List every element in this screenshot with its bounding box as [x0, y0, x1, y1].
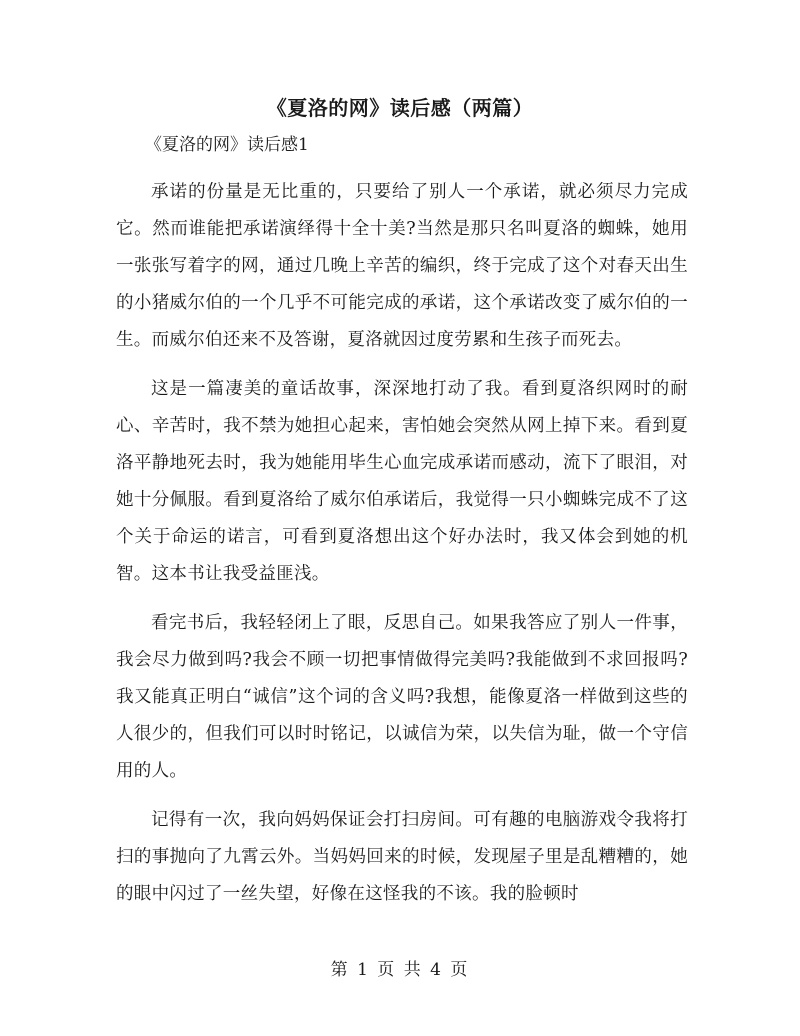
section-subtitle: 《夏洛的网》读后感1 — [145, 135, 309, 155]
paragraph-3: 看完书后，我轻轻闭上了眼，反思自己。如果我答应了别人一件事，我会尽力做到吗?我会不顾一切把事情做得完美吗?我能做到不求回报吗?我又能真正明白“诚信”这个词的含义吗?我想，能像夏洛一样做到这些的人很少的，但我们可以时时铭记，以诚信为荣，以失信为耻，做一个守信用的人。 — [116, 613, 688, 781]
paragraph-4: 记得有一次，我向妈妈保证会打扫房间。可有趣的电脑游戏令我将打扫的事抛向了九霄云外。当妈妈回来的时候，发现屋子里是乱糟糟的，她的眼中闪过了一丝失望，好像在这怪我的不该。我的脸顿时 — [116, 810, 688, 904]
paragraph-2: 这是一篇凄美的童话故事，深深地打动了我。看到夏洛织网时的耐心、辛苦时，我不禁为她担心起来，害怕她会突然从网上掉下来。看到夏洛平静地死去时，我为她能用毕生心血完成承诺而感动，流下了眼泪，对她十分佩服。看到夏洛给了威尔伯承诺后，我觉得一只小蜘蛛完成不了这个关于命运的诺言，可看到夏洛想出这个好办法时，我又体会到她的机智。这本书让我受益匪浅。 — [116, 379, 688, 584]
page-number: 第 1 页 共 4 页 — [330, 960, 470, 980]
page-footer — [0, 956, 800, 984]
paragraph-1: 承诺的份量是无比重的，只要给了别人一个承诺，就必须尽力完成它。然而谁能把承诺演绎得十全十美?当然是那只名叫夏洛的蜘蛛，她用一张张写着字的网，通过几晚上辛苦的编织，终于完成了这个对春天出生的小猪威尔伯的一个几乎不可能完成的承诺，这个承诺改变了威尔伯的一生。而威尔伯还来不及答谢，夏洛就因过度劳累和生孩子而死去。 — [116, 182, 688, 350]
document-body — [116, 174, 688, 925]
document-title: 《夏洛的网》读后感（两篇） — [266, 96, 534, 120]
